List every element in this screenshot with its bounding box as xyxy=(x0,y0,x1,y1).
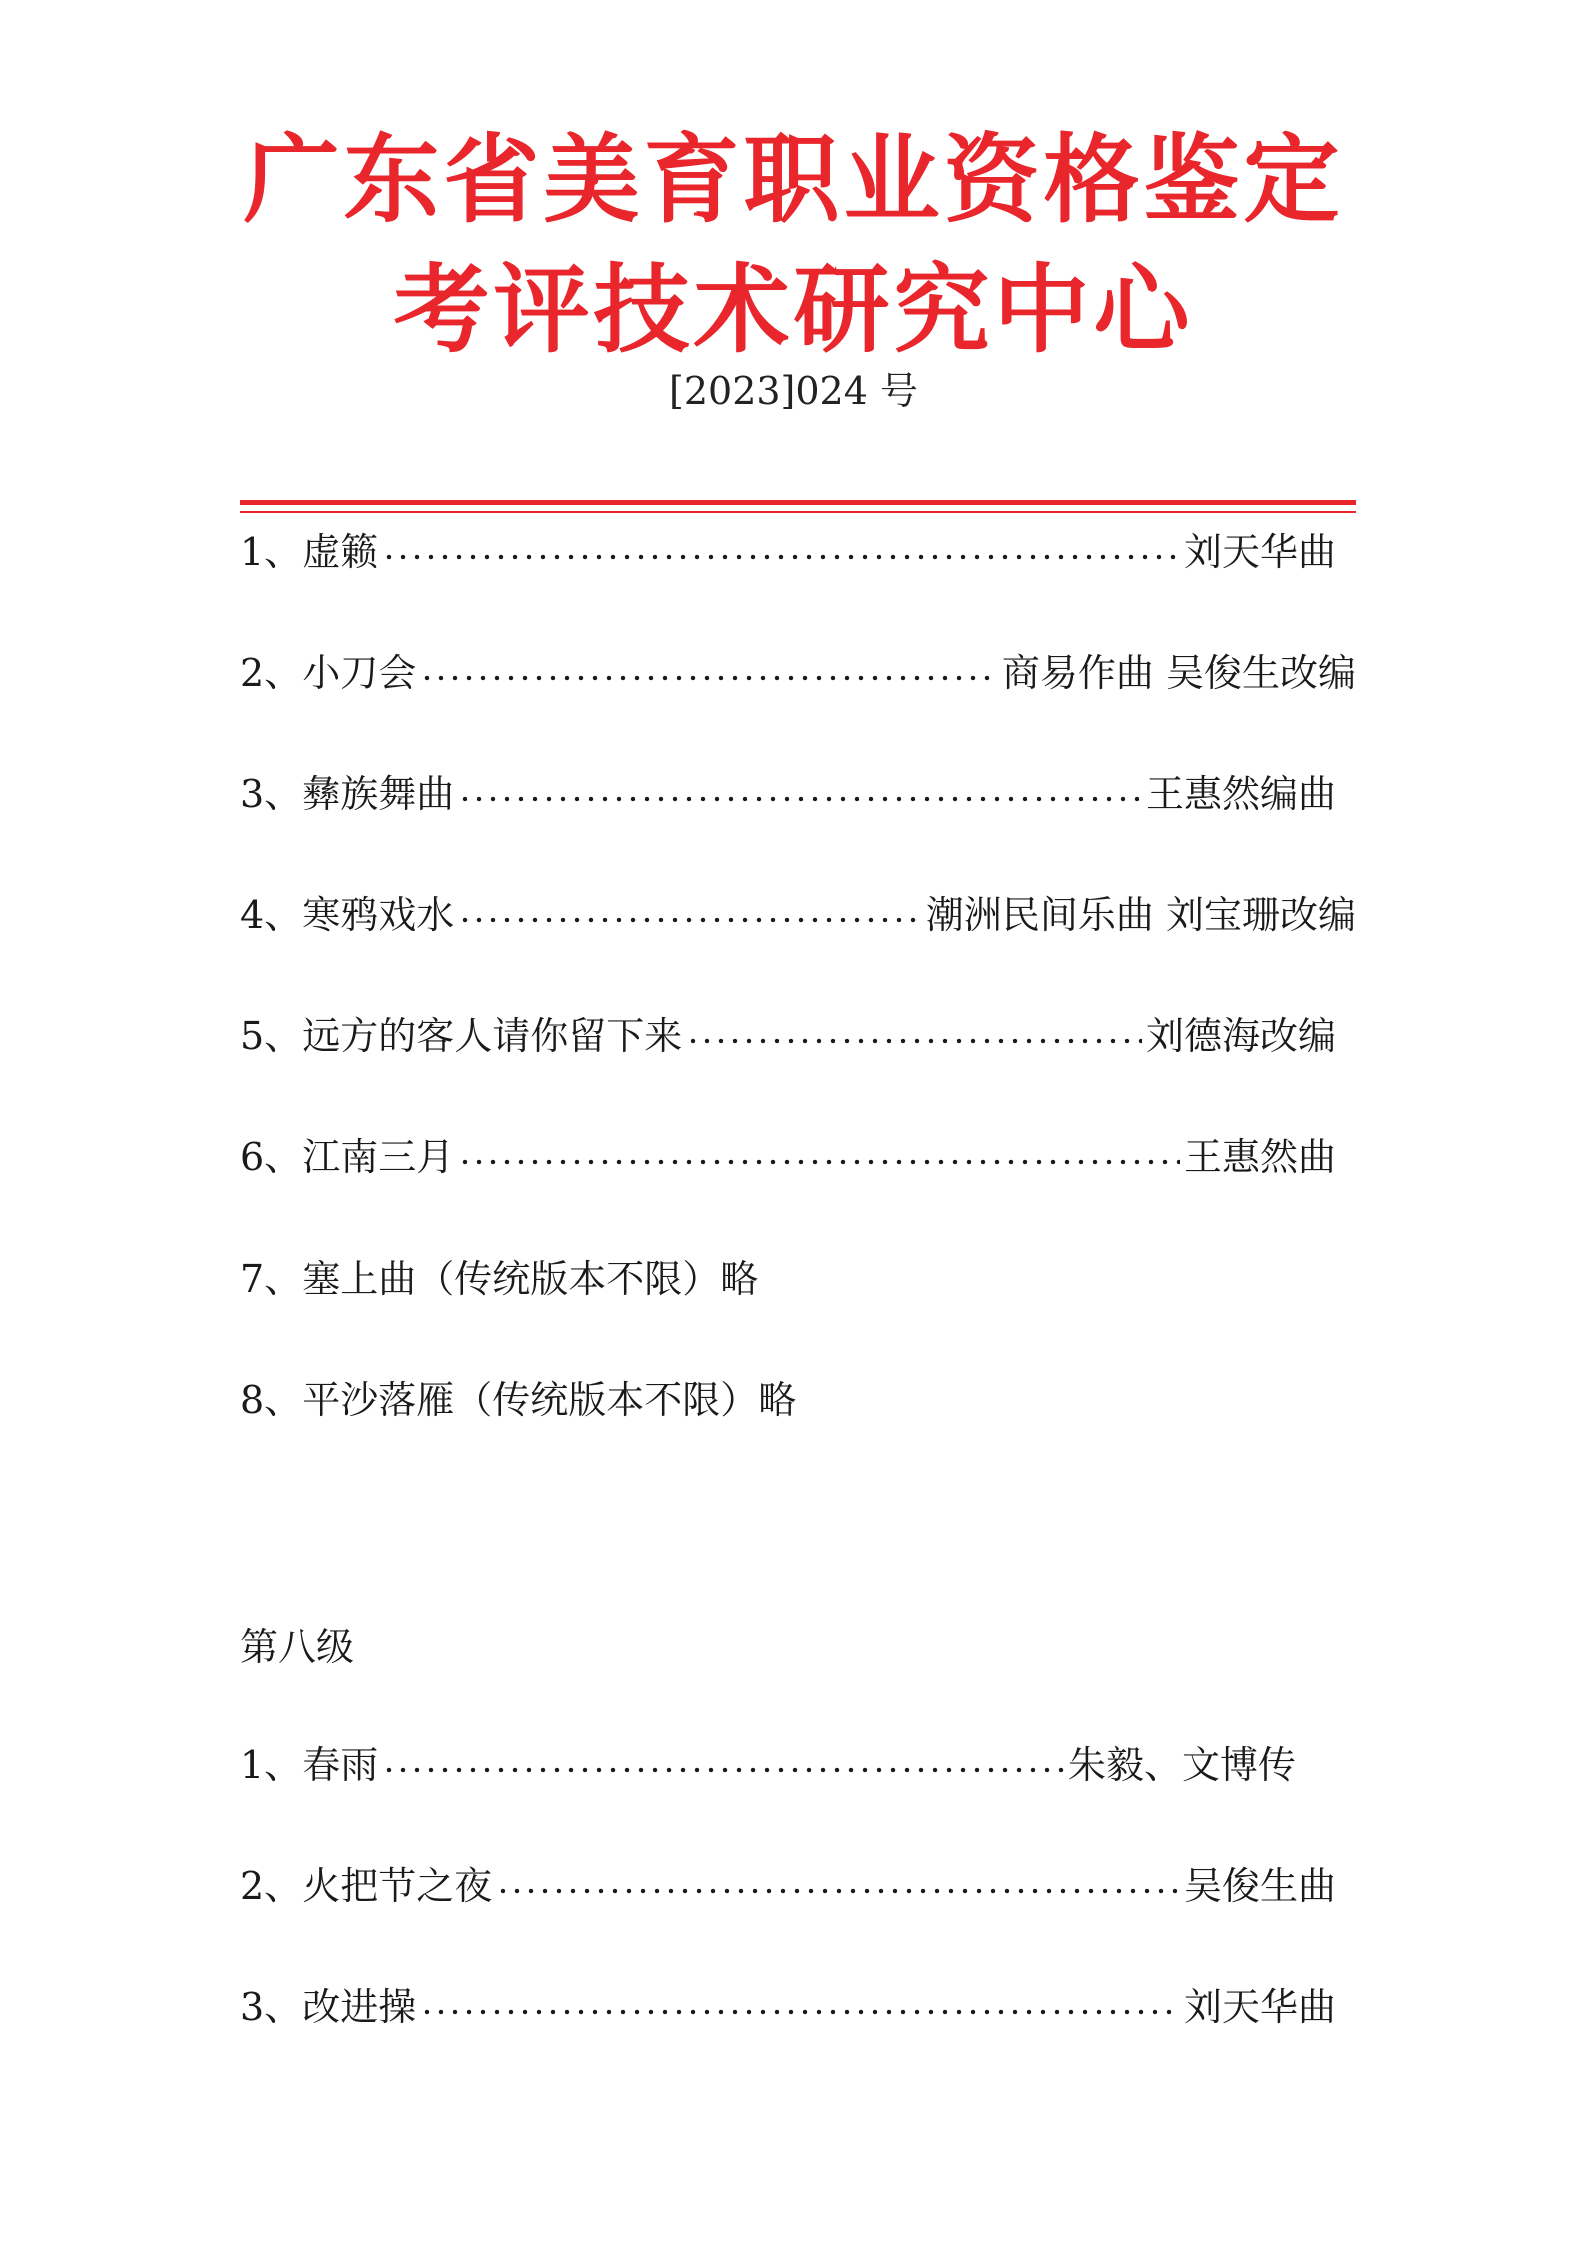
item-credit: 刘天华曲 xyxy=(1183,530,1336,574)
list-item-a7 xyxy=(240,1254,758,1304)
dot-leader xyxy=(420,673,998,683)
item-credit: 潮洲民间乐曲 刘宝珊改编 xyxy=(925,893,1356,937)
section-heading: 第八级 xyxy=(240,1625,355,1669)
item-credit: 吴俊生曲 xyxy=(1183,1864,1336,1908)
dot-leader xyxy=(458,794,1142,804)
list-item-a3 xyxy=(240,769,1336,819)
item-number: 1、 xyxy=(240,530,303,574)
dot-leader xyxy=(420,2007,1180,2017)
item-number: 8、 xyxy=(240,1378,303,1422)
item-number: 3、 xyxy=(240,1985,303,2029)
item-credit: 王惠然编曲 xyxy=(1145,772,1336,816)
item-title: 远方的客人请你留下来 xyxy=(302,1014,683,1058)
list-item-a8 xyxy=(240,1375,796,1425)
item-title: 改进操 xyxy=(302,1985,417,2029)
item-title: 虚籁 xyxy=(302,530,379,574)
list-item-a2 xyxy=(240,648,1356,698)
item-number: 5、 xyxy=(240,1014,303,1058)
dot-leader xyxy=(496,1886,1180,1896)
item-title: 江南三月 xyxy=(302,1135,455,1179)
item-title: 彝族舞曲 xyxy=(302,772,455,816)
list-item-a1 xyxy=(240,527,1336,577)
item-title: 火把节之夜 xyxy=(302,1864,493,1908)
item-number: 4、 xyxy=(240,893,303,937)
document-number: [2023]024 号 xyxy=(669,369,918,413)
list-item-a4 xyxy=(240,890,1356,940)
item-number: 2、 xyxy=(240,651,303,695)
list-item-a6 xyxy=(240,1132,1336,1182)
item-title: 平沙落雁（传统版本不限）略 xyxy=(302,1378,797,1422)
header-divider-thin xyxy=(240,511,1356,513)
item-credit: 王惠然曲 xyxy=(1183,1135,1336,1179)
item-credit: 商易作曲 吴俊生改编 xyxy=(1001,651,1356,695)
dot-leader xyxy=(382,552,1180,562)
dot-leader xyxy=(382,1765,1064,1775)
item-number: 1、 xyxy=(240,1743,303,1787)
list-item-a5 xyxy=(240,1011,1336,1061)
item-title: 寒鸦戏水 xyxy=(302,893,455,937)
item-title: 塞上曲（传统版本不限）略 xyxy=(302,1257,759,1301)
item-number: 3、 xyxy=(240,772,303,816)
item-title: 小刀会 xyxy=(302,651,417,695)
item-number: 7、 xyxy=(240,1257,303,1301)
dot-leader xyxy=(686,1036,1142,1046)
header-title-line-2: 考评技术研究中心 xyxy=(393,253,1194,366)
item-title: 春雨 xyxy=(302,1743,379,1787)
list-item-b2 xyxy=(240,1861,1336,1911)
item-credit: 刘德海改编 xyxy=(1145,1014,1336,1058)
item-number: 2、 xyxy=(240,1864,303,1908)
list-item-b1 xyxy=(240,1740,1296,1790)
dot-leader xyxy=(458,1157,1180,1167)
header-title-line-1: 广东省美育职业资格鉴定 xyxy=(243,123,1344,236)
list-item-b3 xyxy=(240,1982,1336,2032)
header-divider-thick xyxy=(240,500,1356,505)
item-credit: 朱毅、文博传 xyxy=(1067,1743,1296,1787)
item-number: 6、 xyxy=(240,1135,303,1179)
item-credit: 刘天华曲 xyxy=(1183,1985,1336,2029)
dot-leader xyxy=(458,915,922,925)
